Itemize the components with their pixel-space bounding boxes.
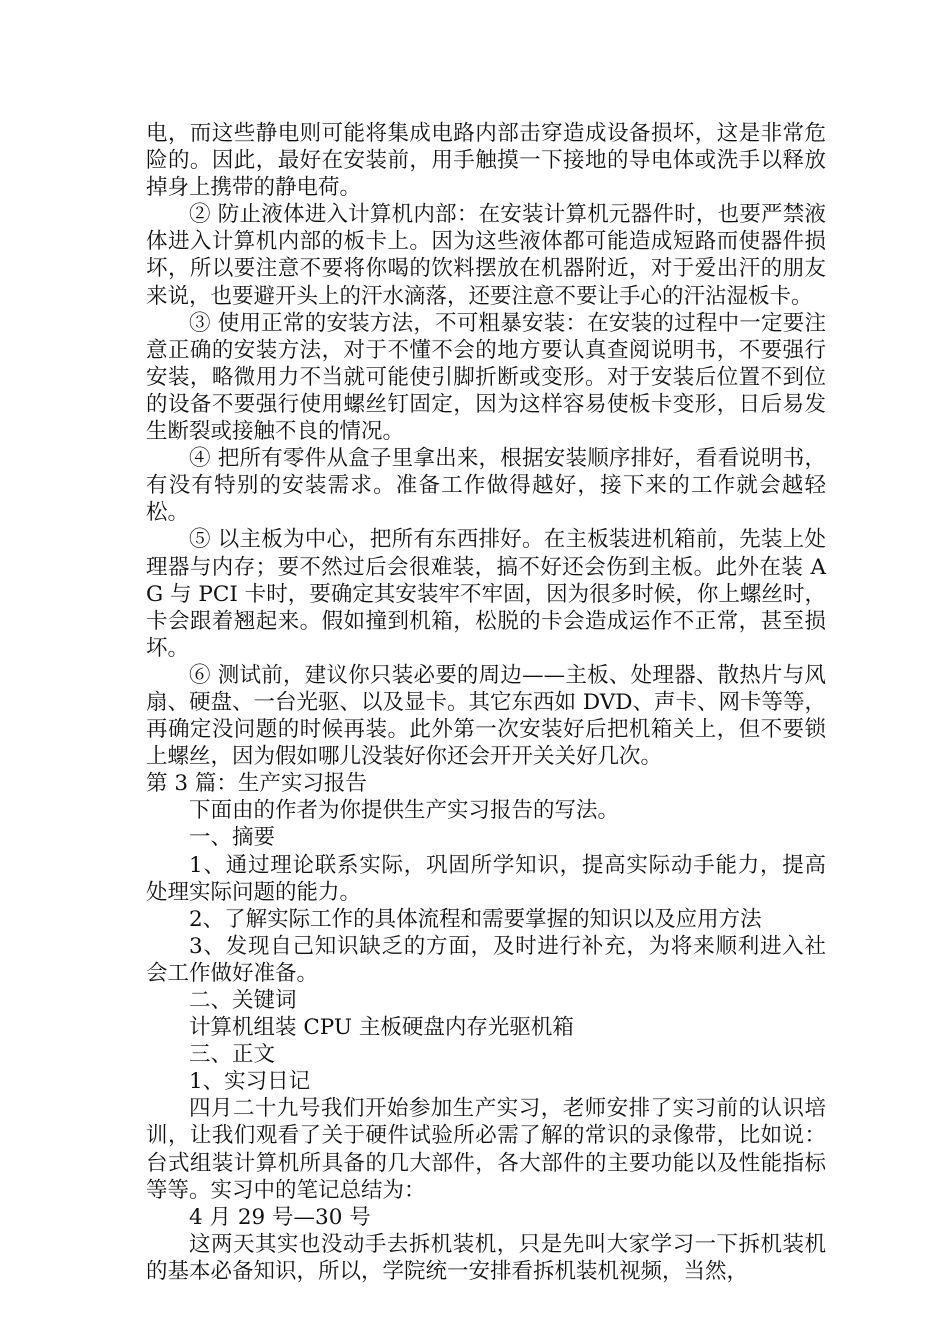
diary-paragraph: 四月二十九号我们开始参加生产实习，老师安排了实习前的认识培训，让我们观看了关于硬件试验所必需了解的常识的录像带，比如说：台式组装计算机所具备的几大部件，各大部件的主要功能以及性能指标等等。实习中的笔记总结为：: [146, 1096, 826, 1203]
heading-keywords: 二、关键词: [189, 988, 297, 1013]
abstract-item-1: 1、通过理论联系实际，巩固所学知识，提高实际动手能力，提高处理实际问题的能力。: [146, 852, 826, 905]
keywords-line: 计算机组装 CPU 主板硬盘内存光驱机箱: [189, 1015, 574, 1041]
paragraph-item-4-parts: ④ 把所有零件从盒子里拿出来，根据安装顺序排好，看看说明书，有没有特别的安装需求。准备工作做得越好，接下来的工作就会越轻松。: [146, 446, 826, 526]
paragraph-item-3-install-method: ③ 使用正常的安装方法，不可粗暴安装：在安装的过程中一定要注意正确的安装方法，对于不懂不会的地方要认真查阅说明书，不要强行安装，略微用力不当就可能使引脚折断或变形。对于安装后位置不到位的设备不要强行使用螺丝钉固定，因为这样容易使板卡变形，日后易发生断裂或接触不良的情况。: [146, 310, 826, 445]
abstract-item-2: 2、了解实际工作的具体流程和需要掌握的知识以及应用方法: [189, 906, 762, 932]
abstract-item-3: 3、发现自己知识缺乏的方面，及时进行补充，为将来顺利进入社会工作做好准备。: [146, 933, 826, 986]
paragraph-static-electricity: 电，而这些静电则可能将集成电路内部击穿造成设备损坏，这是非常危险的。因此，最好在安装前，用手触摸一下接地的导电体或洗手以释放掉身上携带的静电荷。: [146, 121, 826, 201]
diary-date: 4 月 29 号—30 号: [189, 1204, 371, 1230]
paragraph-item-6-testing: ⑥ 测试前，建议你只装必要的周边——主板、处理器、散热片与风扇、硬盘、一台光驱、以及显卡。其它东西如 DVD、声卡、网卡等等，再确定没问题的时候再装。此外第一次安装好后把机箱关上，但不要锁上螺丝，因为假如哪儿没装好你还会开开关关好几次。: [146, 662, 826, 770]
paragraph-item-5-motherboard: ⑤ 以主板为中心，把所有东西排好。在主板装进机箱前，先装上处理器与内存；要不然过后会很难装，搞不好还会伤到主板。此外在装 AG 与 PCI 卡时，要确定其安装牢不牢固，因为很多时候，你上螺丝时，卡会跟着翘起来。假如撞到机箱，松脱的卡会造成运作不正常，甚至损坏。: [146, 527, 826, 661]
section-heading: 第 3 篇：生产实习报告: [146, 771, 367, 797]
intro-line: 下面由的作者为你提供生产实习报告的写法。: [189, 798, 620, 824]
paragraph-item-2-liquid: ② 防止液体进入计算机内部：在安装计算机元器件时，也要严禁液体进入计算机内部的板卡上。因为这些液体都可能造成短路而使器件损坏，所以要注意不要将你喝的饮料摆放在机器附近，对于爱出汗的朋友来说，也要避开头上的汗水滴落，还要注意不要让手心的汗沾湿板卡。: [146, 202, 826, 309]
heading-abstract: 一、摘要: [189, 825, 276, 851]
document-page: [146, 120, 826, 1285]
heading-body: 三、正文: [189, 1042, 276, 1068]
heading-diary: 1、实习日记: [189, 1069, 311, 1095]
diary-entry: 这两天其实也没动手去拆机装机，只是先叫大家学习一下拆机装机的基本必备知识，所以，学院统一安排看拆机装机视频，当然，: [146, 1231, 826, 1284]
